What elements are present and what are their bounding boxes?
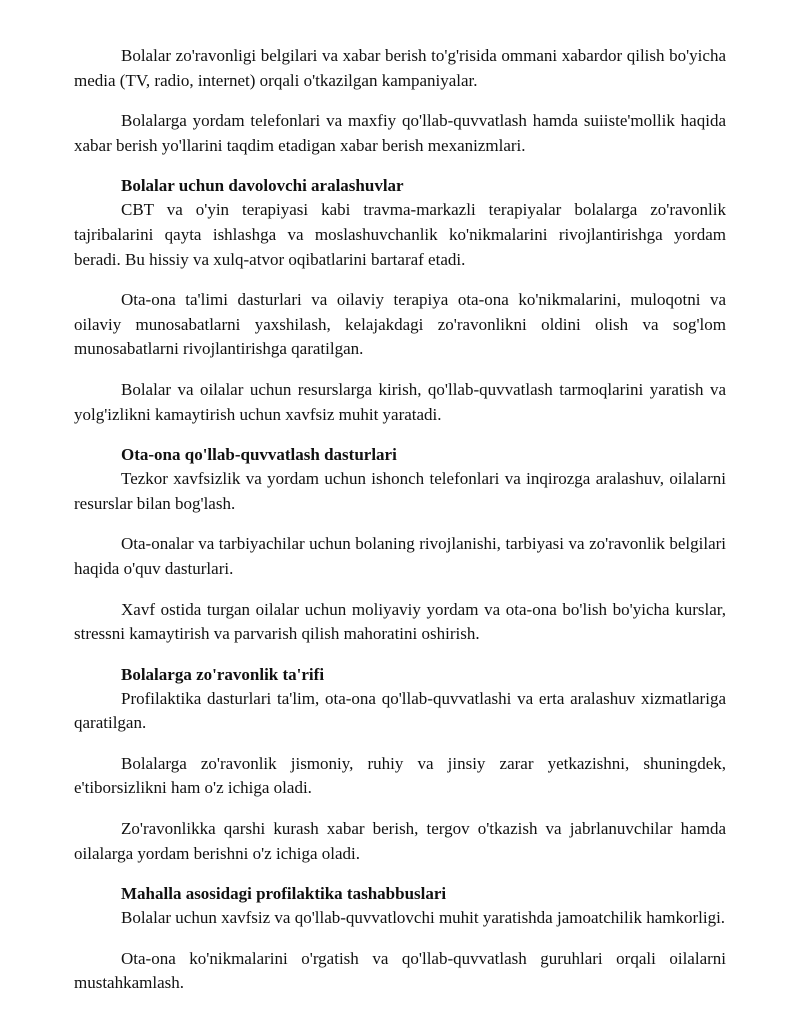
paragraph-hotlines: Tezkor xavfsizlik va yordam uchun ishonch telefonlari va inqirozga aralashuv, oilalarni resurslar bilan bog'lash. <box>74 469 726 513</box>
paragraph-safe-environment: Bolalar va oilalar uchun resurslarga kirish, qo'llab-quvvatlash tarmoqlarini yaratish va yolg'izlikni kamaytirish uchun xavfsiz muhit yaratadi. <box>74 379 726 424</box>
heading-community-prevention: Mahalla asosidagi profilaktika tashabbuslari <box>121 884 447 904</box>
paragraph-abuse-types: Bolalarga zo'ravonlik jismoniy, ruhiy va jinsiy zarar yetkazishni, shuningdek, e'tiborsizlikni ham o'z ichiga oladi. <box>74 753 726 798</box>
paragraph-reporting-mechanisms: Bolalarga yordam telefonlari va maxfiy qo'llab-quvvatlash hamda suiiste'mollik haqida xabar berish yo'llarini taqdim etadigan xabar berish mexanizmlari. <box>74 111 726 155</box>
paragraph-parent-education: Ota-ona ta'limi dasturlari va oilaviy terapiya ota-ona ko'nikmalarini, muloqotni va oilaviy munosabatlarni yaxshilash, kelajakdagi zo'ravonlikni oldini olish va sog'lom munosabatlarni rivojlantirishga qaratilgan. <box>74 290 726 359</box>
paragraph-community-cooperation: Bolalar uchun xavfsiz va qo'llab-quvvatlovchi muhit yaratishda jamoatchilik hamkorligi. <box>121 908 726 928</box>
paragraph-prevention-programs: Profilaktika dasturlari ta'lim, ota-ona qo'llab-quvvatlashi va erta aralashuv xizmatlariga qaratilgan. <box>74 688 726 733</box>
paragraph-trauma-therapy: CBT va o'yin terapiyasi kabi travma-markazli terapiyalar bolalarga zo'ravonlik tajribalarini qayta ishlashga va moslashuvchanlik ko'nikmalarini rivojlantirishga yordam beradi. Bu hissiy va xulq-atvor oqibatlarini bartaraf etadi. <box>74 200 726 269</box>
paragraph-media-campaigns: Bolalar zo'ravonligi belgilari va xabar berish to'g'risida ommani xabardor qilish bo'yicha media (TV, radio, internet) orqali o'tkazilgan kampaniyalar. <box>74 46 726 90</box>
heading-parent-support-programs: Ota-ona qo'llab-quvvatlash dasturlari <box>121 445 397 465</box>
paragraph-strengthening-families: Ota-ona ko'nikmalarini o'rgatish va qo'llab-quvvatlash guruhlari orqali oilalarni mustahkamlash. <box>74 948 726 993</box>
document-page <box>74 44 726 1012</box>
paragraph-training-programs: Ota-onalar va tarbiyachilar uchun bolaning rivojlanishi, tarbiyasi va zo'ravonlik belgilari haqida o'quv dasturlari. <box>74 534 726 578</box>
heading-abuse-definition: Bolalarga zo'ravonlik ta'rifi <box>121 664 325 684</box>
paragraph-financial-aid: Xavf ostida turgan oilalar uchun moliyaviy yordam va ota-ona bo'lish bo'yicha kurslar, stressni kamaytirish va parvarish qilish mahoratini oshirish. <box>74 599 726 644</box>
paragraph-combating-abuse: Zo'ravonlikka qarshi kurash xabar berish, tergov o'tkazish va jabrlanuvchilar hamda oilalarga yordam berishni o'z ichiga oladi. <box>74 819 726 863</box>
heading-therapeutic-interventions: Bolalar uchun davolovchi aralashuvlar <box>121 176 404 196</box>
